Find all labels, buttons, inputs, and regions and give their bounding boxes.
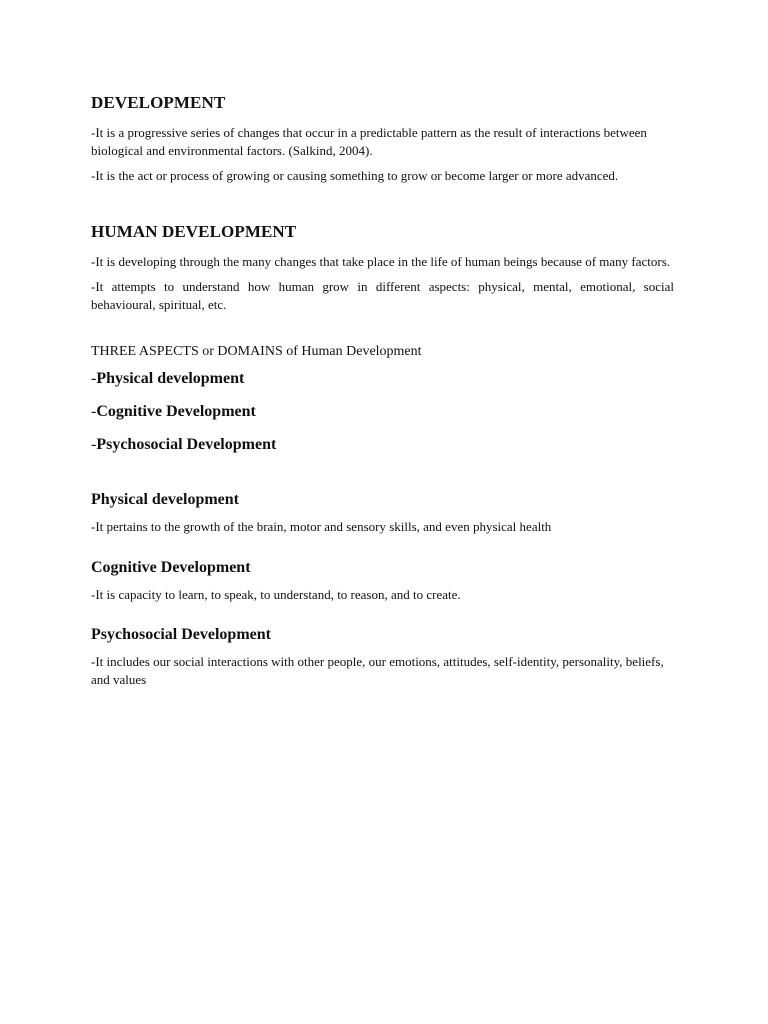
cognitive-section [91,558,674,604]
domain-item-physical [91,369,674,389]
cognitive-heading: Cognitive Development [91,558,251,576]
spacer [91,468,674,490]
dash-mark: - [91,370,97,387]
physical-heading: Physical development [91,491,239,508]
human-development-heading: HUMAN DEVELOPMENT [91,221,297,241]
domain-item-cognitive [91,402,674,422]
psychosocial-description: -It includes our social interactions with other people, our emotions, attitudes, self-identity, personality, beliefs, and values [91,654,664,687]
domain-label: Cognitive Development [96,403,256,420]
development-heading: DEVELOPMENT [91,93,226,112]
psychosocial-heading: Psychosocial Development [91,626,271,643]
domain-item-psychosocial [91,435,674,455]
human-development-section [91,221,674,314]
psychosocial-section [91,625,674,688]
cognitive-description: -It is capacity to learn, to speak, to understand, to reason, and to create. [91,586,461,602]
domain-label: Psychosocial Development [96,436,277,453]
physical-section [91,490,674,536]
development-definition-2: -It is the act or process of growing or causing something to grow or become larger or more advanced. [91,168,619,183]
human-development-definition-2: -It attempts to understand how human grow in different aspects: physical, mental, emotional, social behavioural, spiritual, etc. [91,279,674,312]
spacer [91,193,674,221]
development-definition-1: -It is a progressive series of changes that occur in a predictable pattern as the result of interactions between biological and environmental factors. (Salkind, 2004). [91,125,647,158]
physical-description: -It pertains to the growth of the brain, motor and sensory skills, and even physical health [91,519,552,534]
spacer [91,544,674,558]
document-body [91,92,674,696]
dash-mark: - [91,436,97,453]
spacer [91,321,674,343]
dash-mark: - [91,403,97,420]
development-section [91,92,674,185]
domains-section [91,343,674,455]
domain-label: Physical development [96,370,245,387]
domains-intro: THREE ASPECTS or DOMAINS of Human Development [91,344,422,359]
spacer [91,611,674,625]
human-development-definition-1: -It is developing through the many changes that take place in the life of human beings because of many factors. [91,253,671,269]
